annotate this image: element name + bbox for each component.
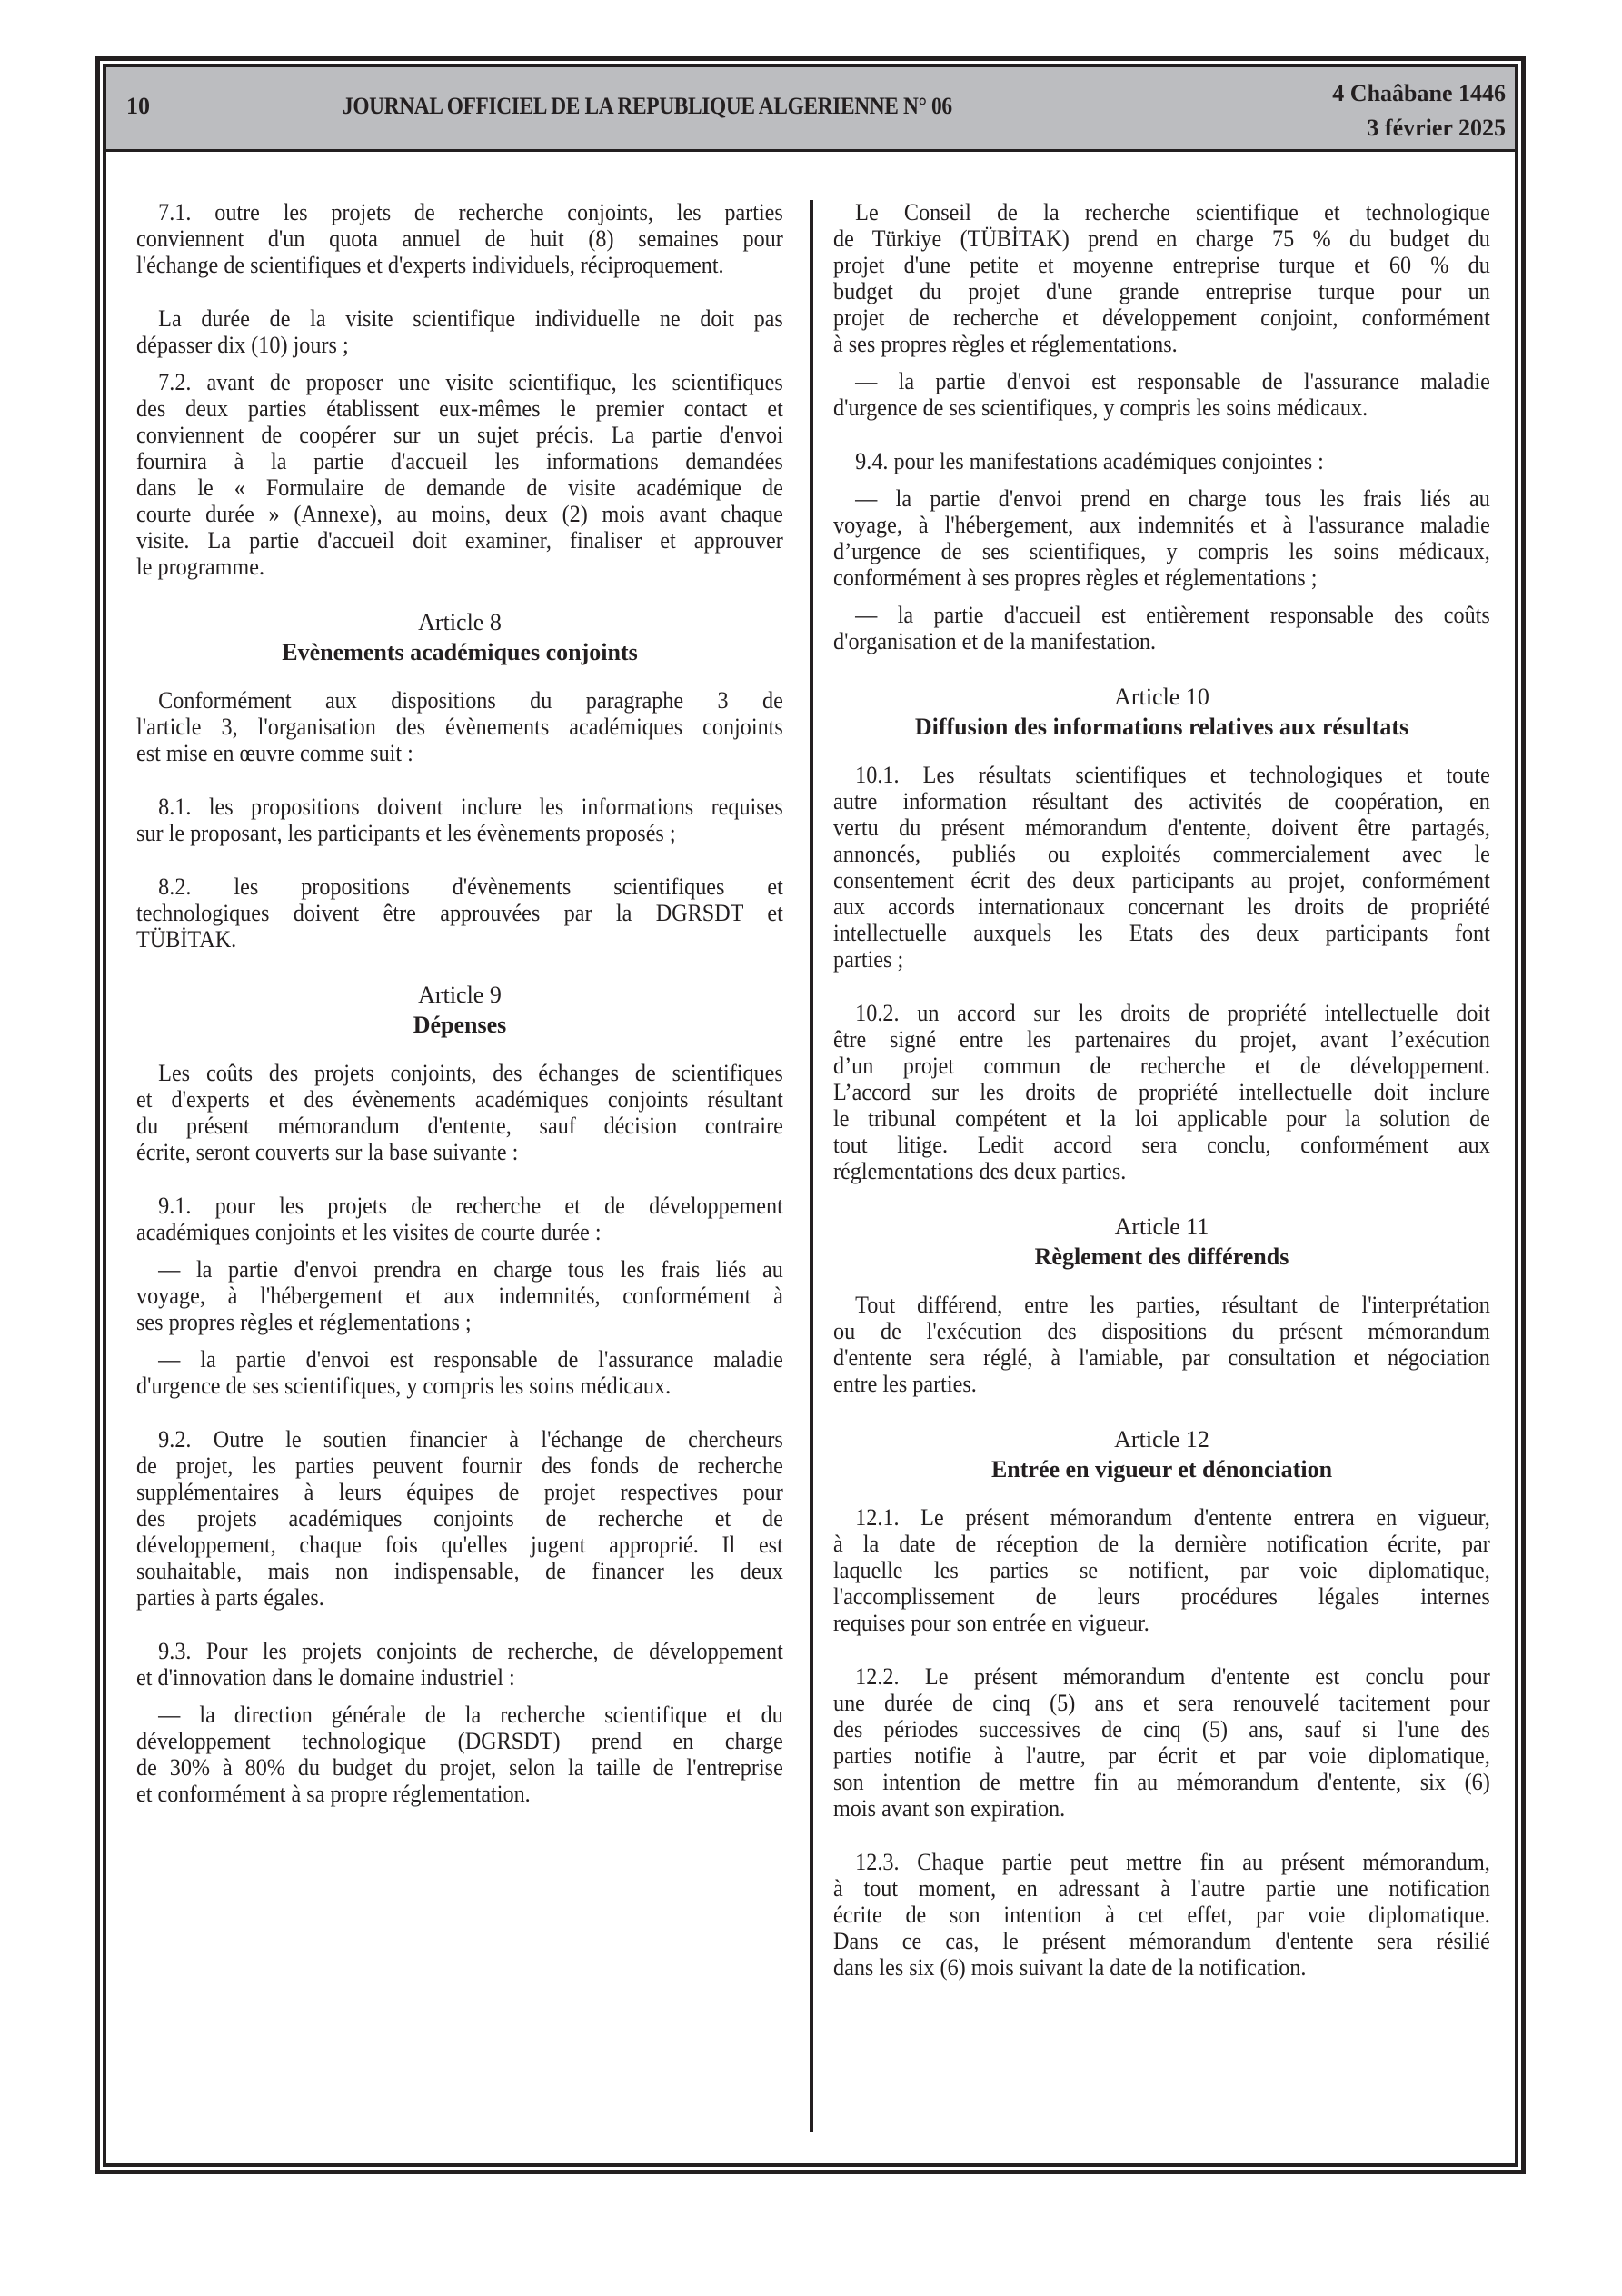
text-line: 9.1. pour les projets de recherche et de développement bbox=[158, 1193, 783, 1219]
text-line: — la partie d'envoi prend en charge tous les frais liés au bbox=[855, 485, 1490, 512]
paragraph-8-intro bbox=[136, 687, 783, 766]
text-line: de projet, les parties peuvent fournir des fonds de recherche bbox=[136, 1452, 783, 1479]
text-line: d’un projet commun de recherche et de développement. bbox=[833, 1053, 1490, 1079]
paragraph-9-4 bbox=[833, 448, 1490, 474]
text-line: une durée de cinq (5) ans et sera renouvelé tacitement pour bbox=[833, 1690, 1490, 1716]
paragraph-9-1 bbox=[136, 1193, 783, 1245]
text-line: son intention de mettre fin au mémorandum d'entente, six (6) bbox=[833, 1769, 1490, 1795]
paragraph-9-4-b bbox=[833, 602, 1490, 654]
right-column bbox=[833, 199, 1490, 1992]
text-line: d'urgence de ses scientifiques, y compris les soins médicaux. bbox=[136, 1373, 672, 1399]
text-line: fournira à la partie d'accueil les informations demandées bbox=[136, 448, 783, 474]
text-line: être signé entre les partenaires du projet, avant l’exécution bbox=[833, 1026, 1490, 1053]
article-9-number: Article 9 bbox=[418, 982, 502, 1008]
text-line: vertu du présent mémorandum d'entente, doivent être partagés, bbox=[833, 814, 1490, 841]
text-line: parties à parts égales. bbox=[136, 1584, 324, 1611]
paragraph-12-3 bbox=[833, 1849, 1490, 1981]
text-line: Le Conseil de la recherche scientifique et technologique bbox=[855, 199, 1490, 225]
text-line: des projets académiques conjoints de recherche et de bbox=[136, 1505, 783, 1532]
text-line: technologiques doivent être approuvées par la DGRSDT et bbox=[136, 900, 783, 926]
text-line: conformément à ses propres règles et réglementations ; bbox=[833, 564, 1318, 591]
article-12-number: Article 12 bbox=[1114, 1426, 1209, 1452]
text-line: intellectuelle auxquels les Etats des deux participants font bbox=[833, 920, 1490, 946]
text-line: — la partie d'envoi est responsable de l'assurance maladie bbox=[855, 368, 1490, 394]
text-line: l'échange de scientifiques et d'experts individuels, réciproquement. bbox=[136, 252, 724, 278]
text-line: parties notifie à l'autre, par écrit et par voie diplomatique, bbox=[833, 1742, 1490, 1769]
paragraph-8-1 bbox=[136, 794, 783, 846]
text-line: — la partie d'envoi est responsable de l'assurance maladie bbox=[158, 1346, 783, 1373]
text-line: autre information résultant des activités de coopération, en bbox=[833, 788, 1490, 814]
text-line: académiques conjoints et les visites de courte durée : bbox=[136, 1219, 602, 1245]
text-line: 7.1. outre les projets de recherche conjoints, les parties bbox=[158, 199, 783, 225]
text-line: parties ; bbox=[833, 946, 904, 973]
text-line: des deux parties établissent eux-mêmes le premier contact et bbox=[136, 395, 783, 422]
text-line: Tout différend, entre les parties, résultant de l'interprétation bbox=[855, 1292, 1490, 1318]
text-line: supplémentaires à leurs équipes de projet respectives pour bbox=[136, 1479, 783, 1505]
text-line: développement, chaque fois qu'elles jugent approprié. Il est bbox=[136, 1532, 783, 1558]
text-line: consentement écrit des deux participants au projet, conformément bbox=[833, 867, 1490, 893]
column-divider bbox=[810, 200, 813, 2132]
text-line: 12.3. Chaque partie peut mettre fin au présent mémorandum, bbox=[855, 1849, 1490, 1875]
paragraph-9-2 bbox=[136, 1426, 783, 1611]
text-line: 7.2. avant de proposer une visite scientifique, les scientifiques bbox=[158, 369, 783, 395]
paragraph-9-3-a bbox=[136, 1702, 783, 1807]
article-12-title: Entrée en vigueur et dénonciation bbox=[990, 1456, 1333, 1482]
paragraph-8-2 bbox=[136, 873, 783, 953]
issue-date bbox=[1332, 76, 1506, 145]
text-line: — la direction générale de la recherche scientifique et du bbox=[158, 1702, 783, 1728]
text-line: visite. La partie d'accueil doit examiner, finaliser et approuver bbox=[136, 527, 783, 554]
text-line: et d'innovation dans le domaine industriel : bbox=[136, 1664, 515, 1691]
date-gregorian: 3 février 2025 bbox=[1367, 115, 1506, 141]
journal-title: JOURNAL OFFICIEL DE LA REPUBLIQUE ALGERIENNE N° 06 bbox=[343, 93, 952, 119]
text-line: d'organisation et de la manifestation. bbox=[833, 628, 1157, 654]
text-line: 8.2. les propositions d'évènements scientifiques et bbox=[158, 873, 783, 900]
paragraph-10-1 bbox=[833, 762, 1490, 973]
text-line: est mise en œuvre comme suit : bbox=[136, 740, 413, 766]
text-line: du présent mémorandum d'entente, sauf décision contraire bbox=[136, 1113, 783, 1139]
paragraph-9-1-a bbox=[136, 1256, 783, 1335]
text-line: l'accomplissement de leurs procédures légales internes bbox=[833, 1583, 1490, 1610]
paragraph-9-4-a bbox=[833, 485, 1490, 591]
text-line: de Türkiye (TÜBİTAK) prend en charge 75 % du budget du bbox=[833, 225, 1490, 252]
text-line: conviennent de coopérer sur un sujet précis. La partie d'envoi bbox=[136, 422, 783, 448]
text-line: à tout moment, en adressant à l'autre partie une notification bbox=[833, 1875, 1490, 1902]
text-line: requises pour son entrée en vigueur. bbox=[833, 1610, 1149, 1636]
text-line: — la partie d'envoi prendra en charge tous les frais liés au bbox=[158, 1256, 783, 1283]
paragraph-11 bbox=[833, 1292, 1490, 1397]
article-10-number: Article 10 bbox=[1114, 684, 1209, 710]
page-number: 10 bbox=[126, 93, 150, 119]
text-line: et conformément à sa propre réglementation. bbox=[136, 1781, 531, 1807]
left-column bbox=[136, 199, 783, 1818]
paragraph-12-1 bbox=[833, 1504, 1490, 1636]
text-line: conviennent d'un quota annuel de huit (8) semaines pour bbox=[136, 225, 783, 252]
paragraph-10-2 bbox=[833, 1000, 1490, 1184]
paragraph-9-3-b bbox=[833, 199, 1490, 357]
text-line: développement technologique (DGRSDT) prend en charge bbox=[136, 1728, 783, 1754]
text-line: budget du projet d'une grande entreprise turque pour un bbox=[833, 278, 1490, 304]
text-line: 12.2. Le présent mémorandum d'entente est conclu pour bbox=[855, 1663, 1490, 1690]
text-line: dépasser dix (10) jours ; bbox=[136, 332, 349, 358]
paragraph-12-2 bbox=[833, 1663, 1490, 1822]
text-line: le tribunal compétent et la loi applicable pour la solution de bbox=[833, 1105, 1490, 1132]
journal-header bbox=[106, 67, 1515, 152]
text-line: l'article 3, l'organisation des évènements académiques conjoints bbox=[136, 714, 783, 740]
text-line: réglementations des deux parties. bbox=[833, 1158, 1127, 1184]
text-line: entre les parties. bbox=[833, 1371, 977, 1397]
article-11-title: Règlement des différends bbox=[1034, 1243, 1289, 1270]
article-11-number: Article 11 bbox=[1114, 1213, 1209, 1240]
text-line: ses propres règles et réglementations ; bbox=[136, 1309, 472, 1335]
text-line: des périodes successives de cinq (5) ans, sauf si l'une des bbox=[833, 1716, 1490, 1742]
text-line: 10.2. un accord sur les droits de propriété intellectuelle doit bbox=[855, 1000, 1490, 1026]
text-line: mois avant son expiration. bbox=[833, 1795, 1066, 1822]
text-line: 8.1. les propositions doivent inclure les informations requises bbox=[158, 794, 783, 820]
text-line: d’urgence de ses scientifiques, y compris les soins médicaux, bbox=[833, 538, 1490, 564]
text-line: voyage, à l'hébergement, aux indemnités et à l'assurance maladie bbox=[833, 512, 1490, 538]
text-line: sur le proposant, les participants et les évènements proposés ; bbox=[136, 820, 676, 846]
text-line: à ses propres règles et réglementations. bbox=[833, 331, 1178, 357]
text-line: 9.3. Pour les projets conjoints de recherche, de développement bbox=[158, 1638, 783, 1664]
text-line: annoncés, publiés ou exploités commercialement avec le bbox=[833, 841, 1490, 867]
text-line: Conformément aux dispositions du paragraphe 3 de bbox=[158, 687, 783, 714]
date-hijri: 4 Chaâbane 1446 bbox=[1332, 80, 1506, 106]
article-8-number: Article 8 bbox=[418, 609, 502, 635]
text-line: et d'experts et des évènements académiques conjoints résultant bbox=[136, 1086, 783, 1113]
paragraph-7-1 bbox=[136, 199, 783, 278]
text-line: projet de recherche et développement conjoint, conformément bbox=[833, 304, 1490, 331]
text-line: 12.1. Le présent mémorandum d'entente entrera en vigueur, bbox=[855, 1504, 1490, 1531]
paragraph-9-3 bbox=[136, 1638, 783, 1691]
text-line: écrite, seront couverts sur la base suivante : bbox=[136, 1139, 519, 1165]
text-line: dans le « Formulaire de demande de visite académique de bbox=[136, 474, 783, 501]
text-line: La durée de la visite scientifique individuelle ne doit pas bbox=[158, 305, 783, 332]
text-line: — la partie d'accueil est entièrement responsable des coûts bbox=[855, 602, 1490, 628]
article-8-title: Evènements académiques conjoints bbox=[282, 639, 638, 665]
text-line: 9.2. Outre le soutien financier à l'échange de chercheurs bbox=[158, 1426, 783, 1452]
text-line: écrite de son intention à cet effet, par voie diplomatique. bbox=[833, 1902, 1490, 1928]
text-line: d'urgence de ses scientifiques, y compris les soins médicaux. bbox=[833, 394, 1368, 421]
paragraph-9-intro bbox=[136, 1060, 783, 1165]
text-line: 9.4. pour les manifestations académiques conjointes : bbox=[855, 448, 1324, 474]
text-line: Les coûts des projets conjoints, des échanges de scientifiques bbox=[158, 1060, 783, 1086]
paragraph-7-2 bbox=[136, 369, 783, 580]
paragraph-9-3-c bbox=[833, 368, 1490, 421]
text-line: 10.1. Les résultats scientifiques et technologiques et toute bbox=[855, 762, 1490, 788]
text-line: d'entente sera réglé, à l'amiable, par consultation et négociation bbox=[833, 1344, 1490, 1371]
paragraph-7-1-duration bbox=[136, 305, 783, 358]
text-line: laquelle les parties se notifient, par voie diplomatique, bbox=[833, 1557, 1490, 1583]
text-line: L’accord sur les droits de propriété intellectuelle doit inclure bbox=[833, 1079, 1490, 1105]
text-line: à la date de réception de la dernière notification écrite, par bbox=[833, 1531, 1490, 1557]
text-line: courte durée » (Annexe), au moins, deux (2) mois avant chaque bbox=[136, 501, 783, 527]
text-line: projet d'une petite et moyenne entreprise turque et 60 % du bbox=[833, 252, 1490, 278]
text-line: Dans ce cas, le présent mémorandum d'entente sera résilié bbox=[833, 1928, 1490, 1954]
text-line: souhaitable, mais non indispensable, de financer les deux bbox=[136, 1558, 783, 1584]
text-line: le programme. bbox=[136, 554, 264, 580]
text-line: de 30% à 80% du budget du projet, selon la taille de l'entreprise bbox=[136, 1754, 783, 1781]
article-9-title: Dépenses bbox=[413, 1012, 507, 1038]
paragraph-9-1-b bbox=[136, 1346, 783, 1399]
text-line: TÜBİTAK. bbox=[136, 926, 237, 953]
text-line: voyage, à l'hébergement et aux indemnités, conformément à bbox=[136, 1283, 783, 1309]
article-10-title: Diffusion des informations relatives aux résultats bbox=[914, 714, 1409, 740]
text-line: dans les six (6) mois suivant la date de la notification. bbox=[833, 1954, 1307, 1981]
text-line: ou de l'exécution des dispositions du présent mémorandum bbox=[833, 1318, 1490, 1344]
text-line: tout litige. Ledit accord sera conclu, conformément aux bbox=[833, 1132, 1490, 1158]
text-line: aux accords internationaux concernant les droits de propriété bbox=[833, 893, 1490, 920]
